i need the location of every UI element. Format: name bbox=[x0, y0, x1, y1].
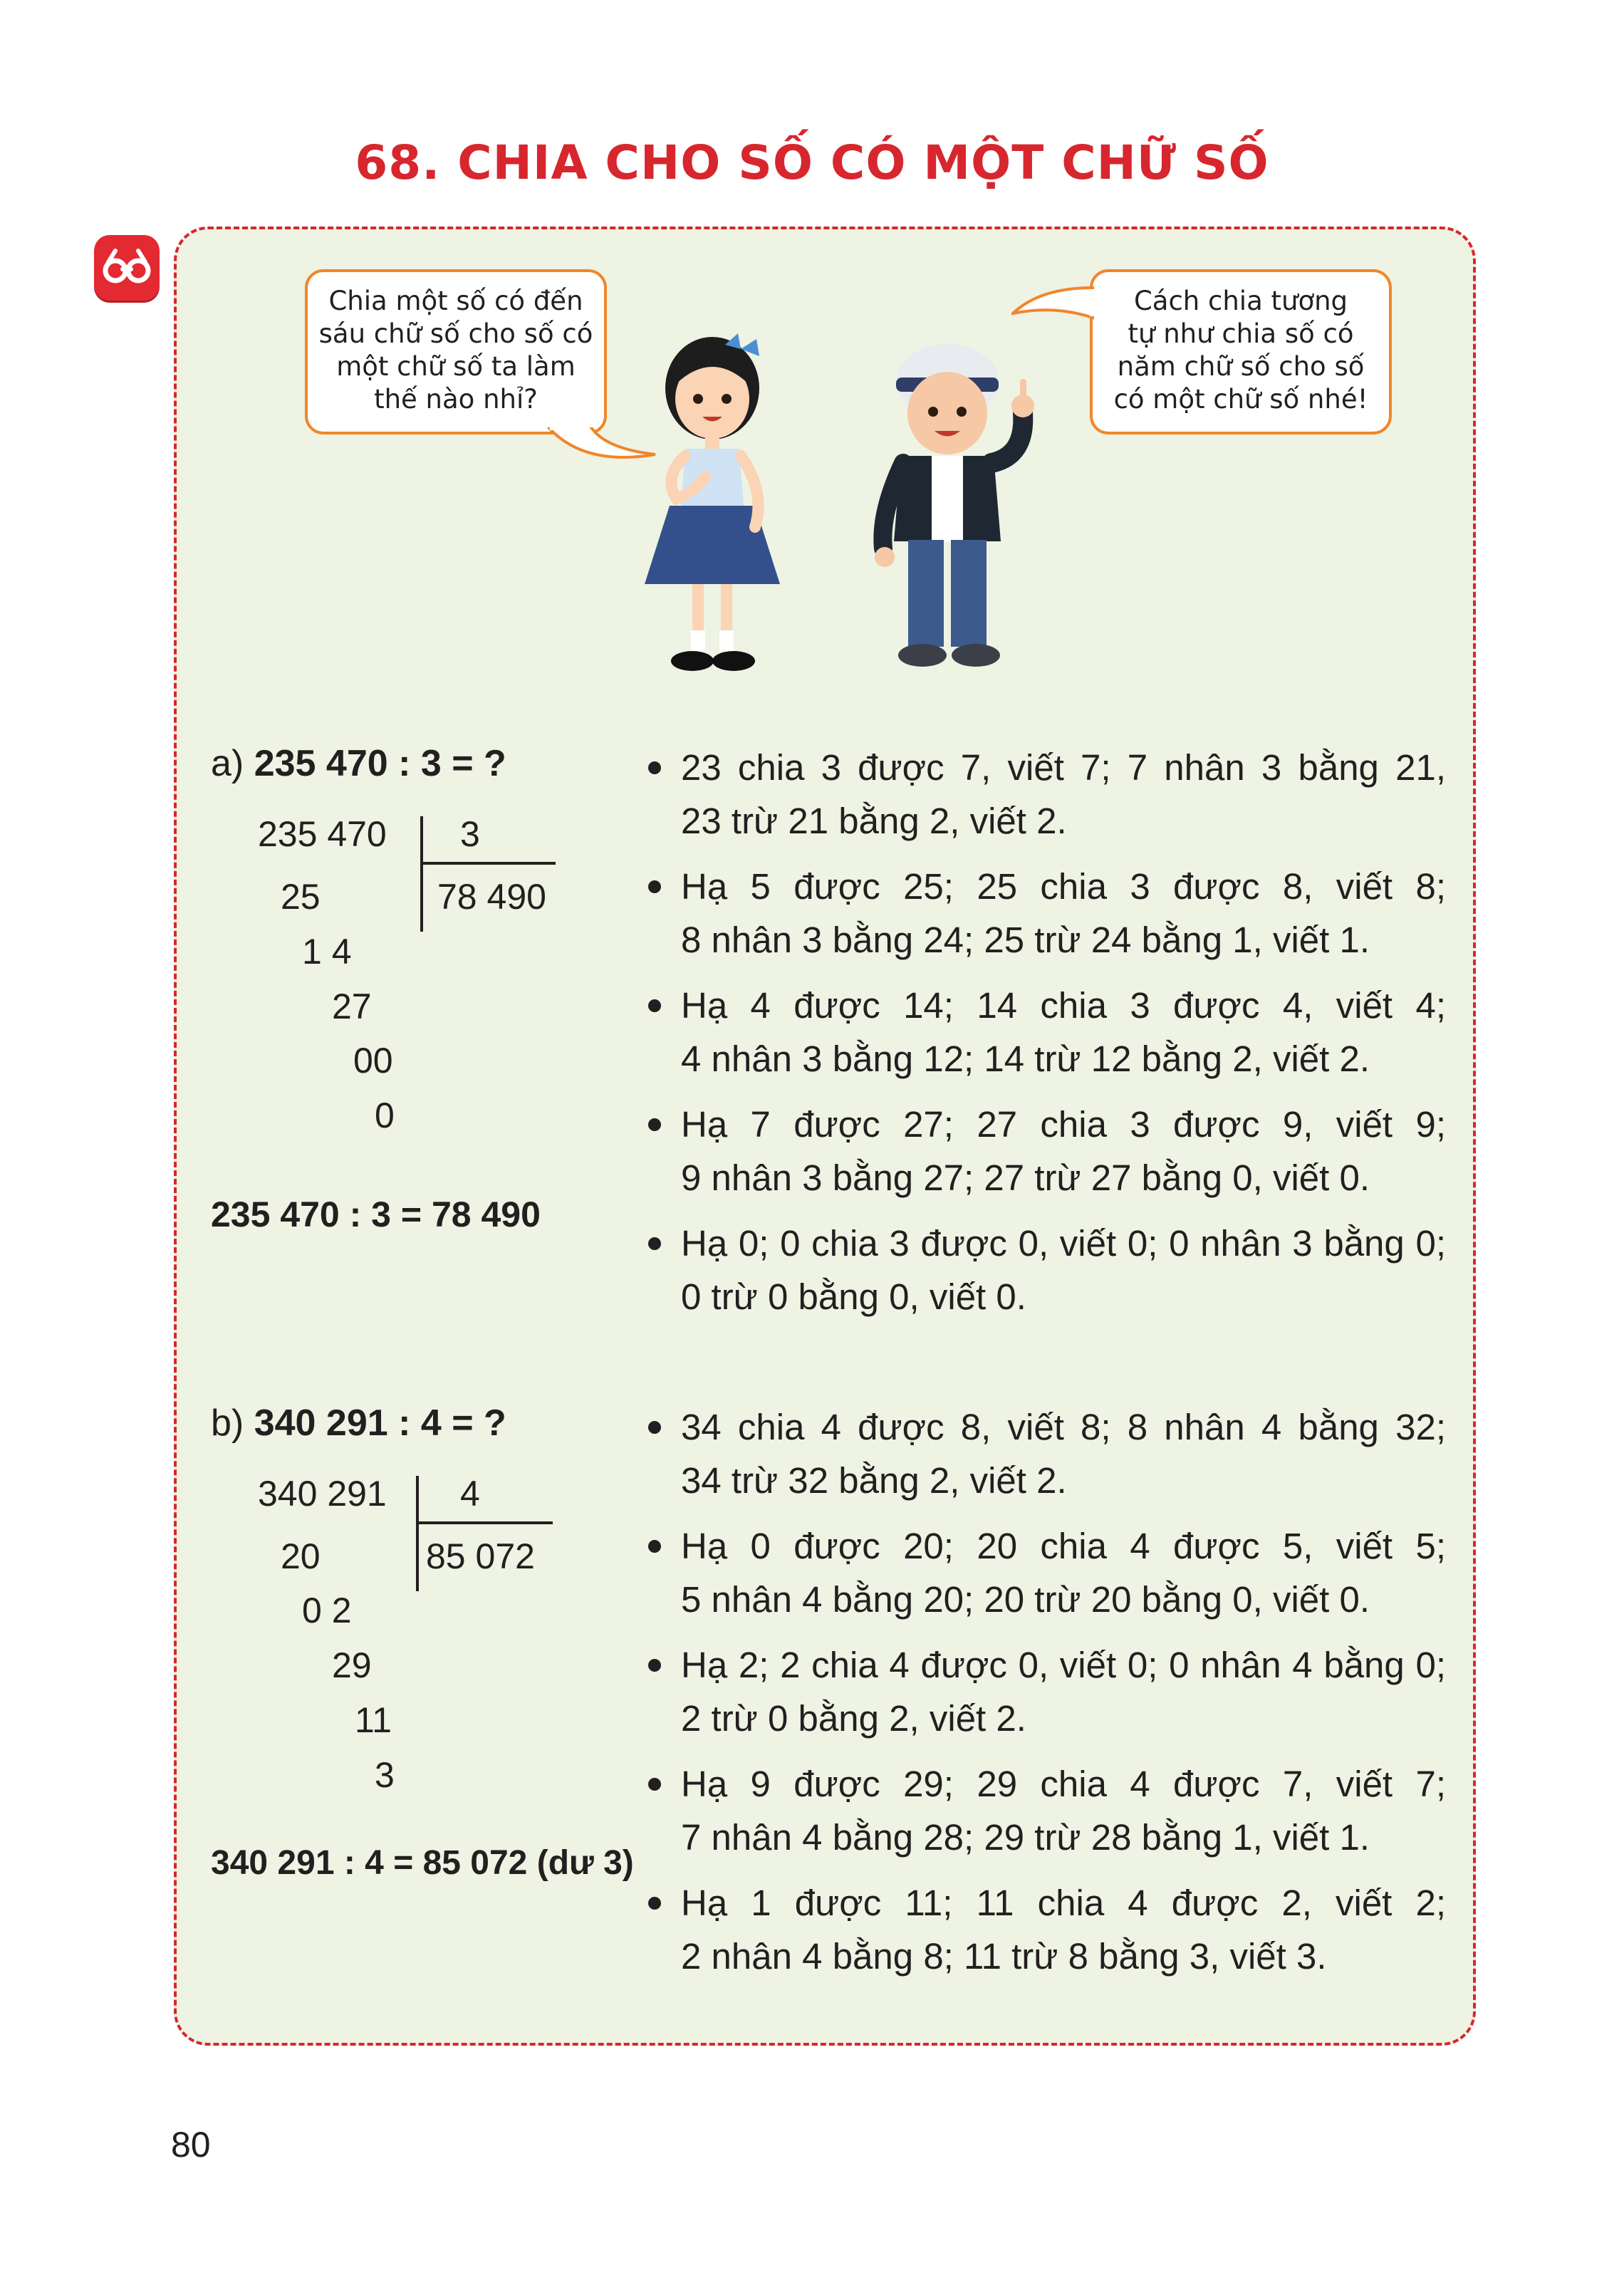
part-b-heading: b) 340 291 : 4 = ? bbox=[211, 1402, 506, 1444]
bubble-line: Chia một số có đến bbox=[328, 286, 583, 316]
part-b-question: 340 291 : 4 = ? bbox=[254, 1402, 506, 1444]
part-b-result: 340 291 : 4 = 85 072 (dư 3) bbox=[211, 1844, 634, 1882]
part-b-steps bbox=[648, 1400, 1446, 1983]
step-item: Hạ 2; 2 chia 4 được 0, viết 0; 0 nhân 4 bằng 0; 2 trừ 0 bằng 2, viết 2. bbox=[648, 1638, 1446, 1745]
part-b-work-line: 29 bbox=[332, 1645, 372, 1685]
part-b-work-line: 20 bbox=[281, 1536, 321, 1576]
step-item: Hạ 0 được 20; 20 chia 4 được 5, viết 5; 5 nhân 4 bằng 20; 20 trừ 20 bằng 0, viết 0. bbox=[648, 1519, 1446, 1626]
part-b-quotient: 85 072 bbox=[426, 1536, 535, 1576]
bubble-line: một chữ số ta làm bbox=[336, 351, 576, 382]
part-b-work-line: 3 bbox=[375, 1755, 395, 1795]
part-b-division-horizontal-line bbox=[416, 1521, 553, 1524]
bubble-line: Cách chia tương bbox=[1133, 286, 1348, 316]
part-a-steps bbox=[648, 741, 1446, 1323]
part-a-heading: a) 235 470 : 3 = ? bbox=[211, 743, 506, 784]
children-illustration bbox=[627, 313, 1068, 712]
part-a-work-line: 0 bbox=[375, 1095, 395, 1135]
bubble-line: tự như chia số có bbox=[1128, 318, 1354, 349]
boy-speech-bubble bbox=[1090, 269, 1392, 434]
step-item: 34 chia 4 được 8, viết 8; 8 nhân 4 bằng 32; 34 trừ 32 bằng 2, viết 2. bbox=[648, 1400, 1446, 1507]
glasses-icon bbox=[94, 235, 160, 301]
step-item: Hạ 4 được 14; 14 chia 3 được 4, viết 4; 4 nhân 3 bằng 12; 14 trừ 12 bằng 2, viết 2. bbox=[648, 979, 1446, 1086]
part-b-work-line: 11 bbox=[355, 1700, 392, 1740]
part-a-work-line: 27 bbox=[332, 987, 372, 1026]
part-a-question: 235 470 : 3 = ? bbox=[254, 743, 506, 784]
part-a-result: 235 470 : 3 = 78 490 bbox=[211, 1194, 541, 1234]
part-a-work-line: 1 4 bbox=[302, 932, 352, 972]
part-a-quotient: 78 490 bbox=[437, 877, 546, 917]
part-a-division-horizontal-line bbox=[420, 862, 556, 865]
part-a-work-line: 25 bbox=[281, 877, 321, 917]
bubble-line: năm chữ số cho số bbox=[1117, 351, 1365, 382]
part-a-division-vertical-line bbox=[420, 816, 423, 932]
step-item: 23 chia 3 được 7, viết 7; 7 nhân 3 bằng 21, 23 trừ 21 bằng 2, viết 2. bbox=[648, 741, 1446, 848]
step-item: Hạ 0; 0 chia 3 được 0, viết 0; 0 nhân 3 bằng 0; 0 trừ 0 bằng 0, viết 0. bbox=[648, 1217, 1446, 1323]
part-a-work-line: 00 bbox=[353, 1041, 393, 1081]
part-b-dividend: 340 291 bbox=[258, 1474, 387, 1514]
boy-figure bbox=[875, 344, 1034, 667]
part-a-divisor: 3 bbox=[460, 814, 480, 854]
girl-figure bbox=[645, 333, 780, 671]
bubble-line: sáu chữ số cho số có bbox=[318, 318, 593, 349]
page-title: 68. CHIA CHO SỐ CÓ MỘT CHỮ SỐ bbox=[355, 135, 1269, 190]
page-number: 80 bbox=[171, 2125, 211, 2165]
bubble-line: thế nào nhỉ? bbox=[374, 384, 538, 415]
part-a-dividend: 235 470 bbox=[258, 814, 387, 854]
bubble-line: có một chữ số nhé! bbox=[1113, 384, 1368, 415]
step-item: Hạ 5 được 25; 25 chia 3 được 8, viết 8; 8 nhân 3 bằng 24; 25 trừ 24 bằng 1, viết 1. bbox=[648, 860, 1446, 967]
step-item: Hạ 9 được 29; 29 chia 4 được 7, viết 7; 7 nhân 4 bằng 28; 29 trừ 28 bằng 1, viết 1. bbox=[648, 1757, 1446, 1864]
step-item: Hạ 1 được 11; 11 chia 4 được 2, viết 2; 2 nhân 4 bằng 8; 11 trừ 8 bằng 3, viết 3. bbox=[648, 1876, 1446, 1983]
part-b-division-vertical-line bbox=[416, 1476, 419, 1591]
part-b-divisor: 4 bbox=[460, 1474, 480, 1514]
part-b-work-line: 0 2 bbox=[302, 1591, 352, 1630]
girl-speech-bubble bbox=[305, 269, 607, 434]
step-item: Hạ 7 được 27; 27 chia 3 được 9, viết 9; 9 nhân 3 bằng 27; 27 trừ 27 bằng 0, viết 0. bbox=[648, 1098, 1446, 1204]
